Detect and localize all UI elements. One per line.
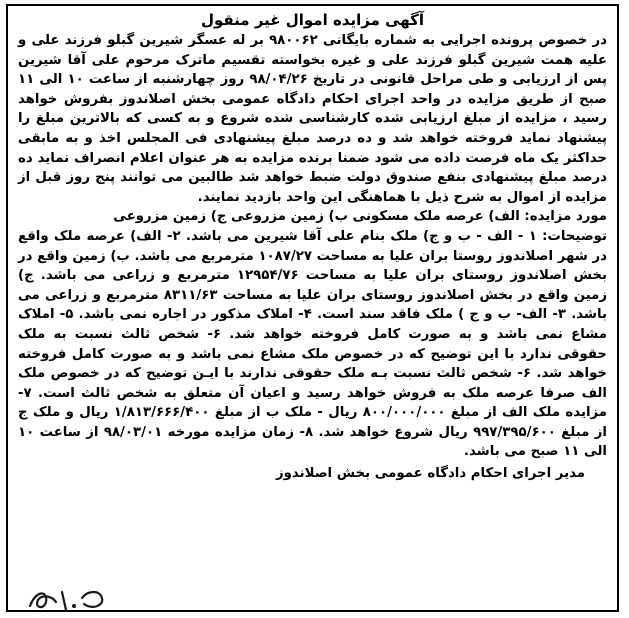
auction-notice: [6, 4, 619, 612]
signatory-title: مدیر اجرای احکام دادگاه عمومی بخش اصلاندوز: [276, 466, 585, 482]
notice-title: آگهی مزایده اموال غیر منقول: [200, 11, 425, 29]
auction-explanations: توضیحات: ۱ - الف - ب و ج) ملک بنام علی آقا شیرین می باشد. ۲- الف) عرصه ملک واقع در شهر اصلاندوز روستا بران علیا به مساحت ۱۰۸۷/۲۷ مترمربع می باشد. ب) زمین واقع در بخش اصلاندوز روستای بران علیا به مساحت ۱۲۹۵۴/۷۶ مترمربع و زراعی می باشد. ج) زمین واقع در بخش اصلاندوز روستای بران علیا به مساحت ۸۳۱۱/۶۳ مترمربع و زراعی می باشد. ۳- الف- ب و ج ) ملک فاقد سند است. ۴- املاک مذکور در اجاره نمی باشد. ۵- املاک مشاع نمی باشد و به صورت کامل فروخته خواهد شد. ۶- شخص ثالث نسبت به ملک حقوقی ندارد با این توضیح که در خصوص ملک مشاع نمی باشد و به صورت کامل فروخته خواهد شد. ۶- شخص ثالث نسبت بـه ملک حقوقی ندارند با ایـن توضیح که در خصوص ملک الف صرفا عرصه ملک به فروش خواهد رسید و اعیان آن متعلق به شخص ثالث است. ۷- مزایده ملک الف از مبلغ ۸۰۰/۰۰۰/۰۰۰ ریال - ملک ب از مبلغ ۱/۸۱۳/۶۶۶/۴۰۰ ریال و ملک ج از مبلغ ۹۹۷/۳۹۵/۶۰۰ ریال شروع خواهد شد. ۸- زمان مزایده مورخه ۹۸/۰۳/۰۱ از ساعت ۱۰ الی ۱۱ صبح می باشد.: [18, 228, 608, 460]
auction-subject: مورد مزایده: الف) عرصه ملک مسکونی ب) زمین مزروعی ج) زمین مزروعی: [113, 209, 607, 225]
signature-icon: [26, 584, 112, 614]
notice-body: در خصوص پرونده اجرایی به شماره بایگانی ۹۸۰۰۶۲ بر له عسگر شیرین گبلو فرزند علی و علیه همت شیرین گبلو فرزند علی و غیره بخواسته تقسیم ماترک مرحوم علی آقا شیرین پس از ارزیابی و طی مراحل قانونی در تاریخ ۹۸/۰۴/۲۶ روز چهارشنبه از ساعت ۱۰ الی ۱۱ صبح از طریق مزایده در واحد اجرای احکام دادگاه عمومی بخش اصلاندوز بفروش خواهد رسید ، مزایده از مبلغ ارزیابی شده کارشناسی شده شروع و به کسی که بالاترین مبلغ را پیشنهاد نماید فروخته خواهد شد و ده درصد مبلغ پیشنهادی فی المجلس اخذ و به مابقی حداکثر یک ماه فرصت داده می شود ضمنا برنده مزایده به هر عنوان اعلام انصراف نماید ده درصد مبلغ پیشنهادی بنفع صندوق دولت ضبط خواهد شد طالبین می توانند پنج روز قبل از مزایده از اموال به شرح ذیل با هماهنگی این واحد بازدید نمایند.: [18, 33, 608, 205]
